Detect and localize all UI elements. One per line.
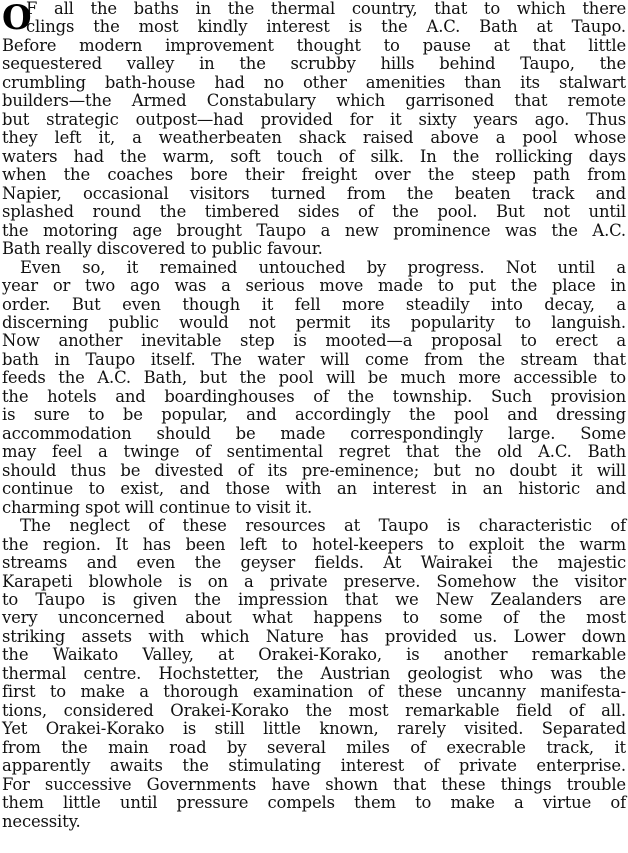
text-line: feeds the A.C. Bath, but the pool will be much more accessible to (2, 368, 626, 388)
text-line: from the main road by several miles of execrable track, it (2, 737, 626, 757)
text-line: waters had the warm, soft touch of silk. In the rollicking days (2, 146, 626, 166)
text-line: they left it, a weatherbeaten shack raised above a pool whose (2, 128, 626, 148)
text-line: Napier, occasional visitors turned from the beaten track and (2, 183, 626, 203)
article-column (2, 0, 626, 831)
text-line: apparently awaits the stimulating interest of private enterprise. (2, 756, 626, 776)
text-line: streams and even the geyser fields. At Wairakei the majestic (2, 553, 626, 573)
text-line: is sure to be popular, and accordingly the pool and dressing (2, 405, 626, 425)
text-line: builders—the Armed Constabulary which garrisoned that remote (2, 91, 626, 111)
text-line: them little until pressure compels them to make a virtue of (2, 793, 626, 813)
drop-cap-letter: O (2, 0, 32, 38)
paragraph (2, 0, 626, 259)
text-line: thermal centre. Hochstetter, the Austrian geologist who was the (2, 663, 626, 683)
text-line: striking assets with which Nature has provided us. Lower down (2, 626, 626, 646)
text-line: discerning public would not permit its popularity to languish. (2, 312, 626, 332)
drop-cap (2, 0, 32, 38)
text-line: crumbling bath-house had no other amenities than its stalwart (2, 72, 626, 92)
paragraph (2, 259, 626, 518)
article-body (2, 0, 626, 831)
text-line: Karapeti blowhole is on a private preserve. Somehow the visitor (2, 571, 626, 591)
paragraph (2, 517, 626, 831)
text-line: the motoring age brought Taupo a new prominence was the A.C. (2, 220, 626, 240)
text-line: the hotels and boardinghouses of the township. Such provision (2, 386, 626, 406)
text-line: first to make a thorough examination of these uncanny manifesta- (2, 682, 626, 702)
text-line: the region. It has been left to hotel-keepers to exploit the warm (2, 534, 626, 554)
text-line: sequestered valley in the scrubby hills behind Taupo, the (2, 54, 626, 74)
text-line: but strategic outpost—had provided for it sixty years ago. Thus (2, 109, 626, 129)
text-line: should thus be divested of its pre-eminence; but no doubt it will (2, 460, 626, 480)
text-line: charming spot will continue to visit it. (2, 497, 313, 517)
text-line: necessity. (2, 811, 81, 831)
text-line: F all the baths in the thermal country, that to which there (26, 0, 626, 18)
text-line: tions, considered Orakei-Korako the most remarkable field of all. (2, 700, 626, 720)
text-line: Yet Orakei-Korako is still little known, rarely visited. Separated (2, 719, 626, 739)
text-line: very unconcerned about what happens to some of the most (2, 608, 626, 628)
text-line: the Waikato Valley, at Orakei-Korako, is another remarkable (2, 645, 626, 665)
text-line: bath in Taupo itself. The water will come from the stream that (2, 349, 626, 369)
text-line: to Taupo is given the impression that we New Zealanders are (2, 590, 626, 609)
text-line: clings the most kindly interest is the A.C. Bath at Taupo. (26, 17, 626, 37)
text-line: order. But even though it fell more steadily into decay, a (2, 294, 626, 314)
text-line: when the coaches bore their freight over the steep path from (2, 165, 626, 185)
text-line: year or two ago was a serious move made to put the place in (2, 276, 626, 296)
text-line: splashed round the timbered sides of the pool. But not until (2, 202, 626, 222)
text-line: The neglect of these resources at Taupo is characteristic of (20, 516, 626, 536)
text-line: Bath really discovered to public favour. (2, 239, 323, 259)
text-line: Before modern improvement thought to pause at that little (2, 35, 626, 55)
text-line: may feel a twinge of sentimental regret that the old A.C. Bath (2, 442, 626, 462)
text-line: continue to exist, and those with an interest in an historic and (2, 479, 626, 499)
text-line: For successive Governments have shown that these things trouble (2, 774, 626, 794)
text-line: Now another inevitable step is mooted—a proposal to erect a (2, 331, 626, 351)
text-line: Even so, it remained untouched by progress. Not until a (20, 257, 626, 277)
text-line: accommodation should be made correspondingly large. Some (2, 423, 626, 443)
